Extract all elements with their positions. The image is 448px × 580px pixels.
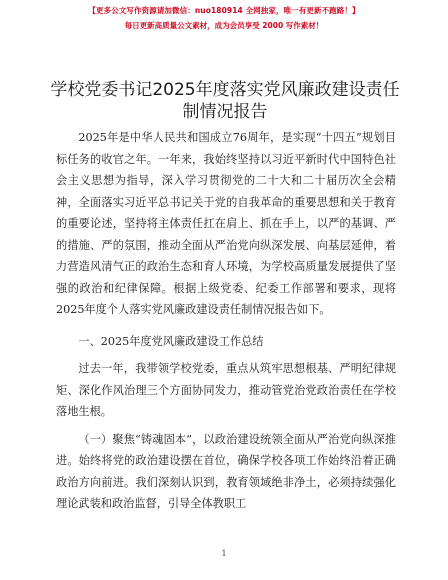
document-body xyxy=(56,127,396,515)
page-number: 1 xyxy=(221,549,227,558)
section-heading: 一、2025年度党风廉政建设工作总结 xyxy=(78,334,264,348)
promo-line-1: 【更多公文写作资源请加微信：nuo180914 全网独家，唯一有更新不跑路！】 xyxy=(88,6,360,15)
subsection-paragraph: （一）聚焦“铸魂固本”，以政治建设统领全面从严治党向纵深推进。始终将党的政治建设摆在首位，确保学校各项工作始终沿着正确政治方向前进。我们深刻认识到，教育领域绝非净土，必须持续强化理论武装和政治监督，引导全体教职工 xyxy=(56,432,396,510)
promo-line-2: 每日更新高质量公文素材，成为会员享受 2000 写作素材！ xyxy=(124,21,324,30)
intro-paragraph: 2025年是中华人民共和国成立76周年，是实现“十四五”规划目标任务的收官之年。一年来，我始终坚持以习近平新时代中国特色社会主义思想为指导，深入学习贯彻党的二十大和二十届历次全会精神，全面落实习近平总书记关于党的自我革命的重要思想和关于教育的重要论述，坚持将主体责任扛在肩上、抓在手上，以严的基调、严的措施、严的氛围，推动全面从严治党向纵深发展、向基层延伸，着力营造风清气正的政治生态和育人环境，为学校高质量发展提供了坚强的政治和纪律保障。根据上级党委、纪委工作部署和要求，现将2025年度个人落实党风廉政建设责任制情况报告如下。 xyxy=(56,131,396,316)
document-title: 学校党委书记2025年度落实党风廉政建设责任制情况报告 xyxy=(50,80,400,122)
promo-banner xyxy=(0,5,448,32)
section-paragraph: 过去一年，我带领学校党委，重点从筑牢思想根基、严明纪律规矩、深化作风治理三个方面协同发力，推动管党治党政治责任在学校落地生根。 xyxy=(56,362,396,418)
